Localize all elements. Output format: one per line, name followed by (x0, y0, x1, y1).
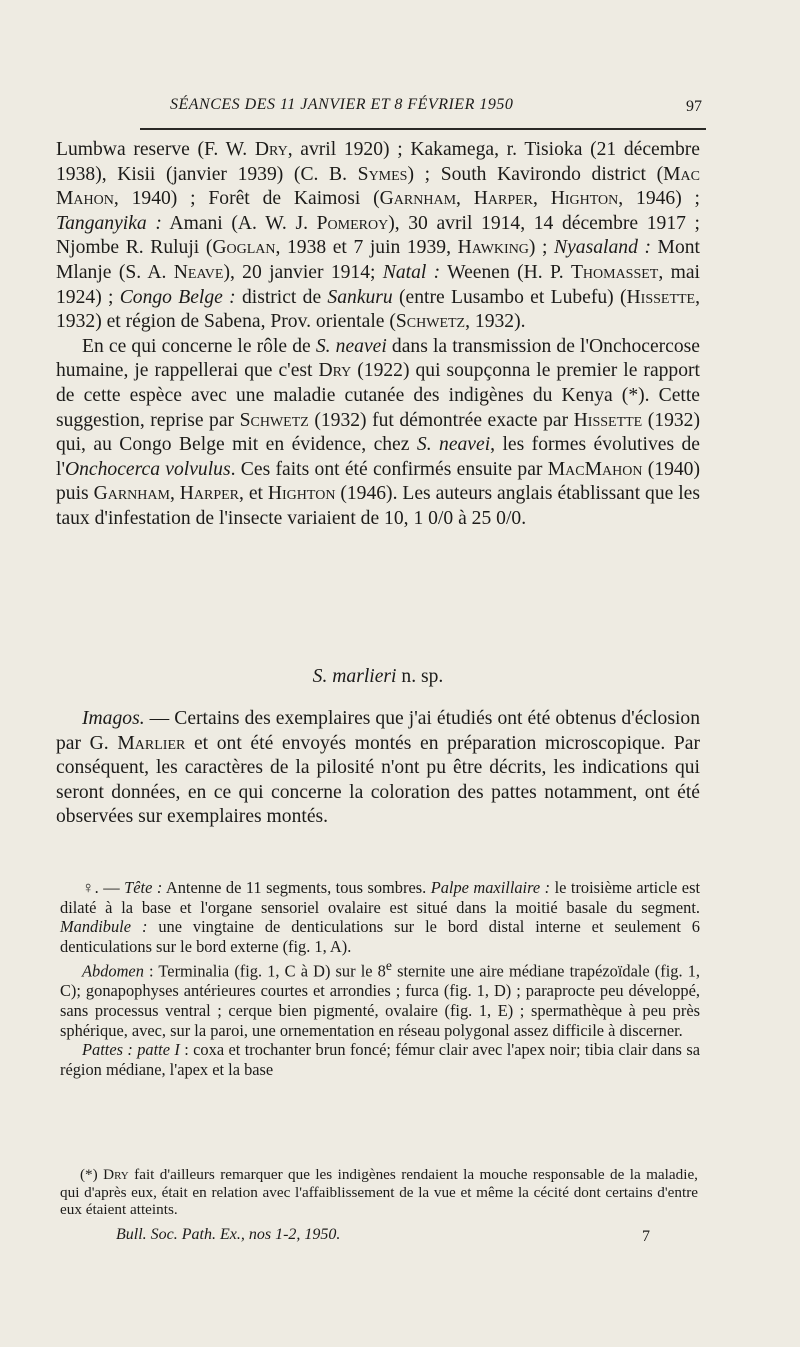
imagos-text (56, 707, 700, 830)
header-rule (140, 128, 706, 130)
paragraph-transmission: En ce qui concerne le rôle de S. neavei dans la transmission de l'Onchocercose humaine, je rappellerai que c'est Dry (1922) qui soupçonna le premier le rapport de cette espèce avec une maladie cutanée des indigènes du Kenya (*). Cette suggestion, reprise par Schwetz (1932) fut démontrée exacte par Hissette (1932) qui, au Congo Belge mit en évidence, chez S. neavei, les formes évolutives de l'Onchocerca volvulus. Ces faits ont été confirmés ensuite par MacMahon (1940) puis Garnham, Harper, et Highton (1946). Les auteurs anglais établissant que les taux d'infestation de l'insecte variaient de 10, 1 0/0 à 25 0/0. (56, 335, 701, 529)
paragraph-pattes: Pattes : patte I : coxa et trochanter brun foncé; fémur clair avec l'apex noir; tibia clair dans sa région médiane, l'apex et la base (60, 1040, 700, 1079)
paragraph-abdomen: Abdomen : Terminalia (fig. 1, C à D) sur le 8e sternite une aire médiane trapézoïdale (fig. 1, C); gonapophyses antérieures courtes et arrondies ; furca (fig. 1, D) ; paraprocte peu développé, sans processus ventral ; cerque bien pigmenté, ovalaire (fig. 1, E) ; spermathèque à peu près sphérique, avec, sur la paroi, une ornementation en réseau polygonal assez difficile à discerner. (60, 958, 700, 1040)
paragraph-localities: Lumbwa reserve (F. W. Dry, avril 1920) ; Kakamega, r. Tisioka (21 décembre 1938), Kisii (janvier 1939) (C. B. Symes) ; South Kavirondo district (Mac Mahon, 1940) ; Forêt de Kaimosi (Garnham, Harper, Highton, 1946) ; Tanganyika : Amani (A. W. J. Pomeroy), 30 avril 1914, 14 décembre 1917 ; Njombe R. Ruluji (Goglan, 1938 et 7 juin 1939, Hawking) ; Nyasaland : Mont Mlanje (S. A. Neave), 20 janvier 1914; Natal : Weenen (H. P. Thomasset, mai 1924) ; Congo Belge : district de Sankuru (entre Lusambo et Lubefu) (Hissette, 1932) et région de Sabena, Prov. orientale (Schwetz, 1932). (56, 139, 701, 333)
main-text (56, 138, 700, 532)
paragraph-imagos: Imagos. — Certains des exemplaires que j'ai étudiés ont été obtenus d'éclosion par G. Marlier et ont été envoyés montés en préparation microscopique. Par conséquent, les caractères de la pilosité n'ont pu être décrits, les indications qui seront données, en ce qui concerne la coloration des pattes notamment, ont été observées sur exemplaires montés. (56, 708, 700, 828)
journal-citation: Bull. Soc. Path. Ex., nos 1-2, 1950. (116, 1226, 341, 1243)
running-header (62, 96, 702, 122)
signature-mark: 7 (642, 1228, 650, 1245)
running-title: SÉANCES DES 11 JANVIER ET 8 FÉVRIER 1950 (170, 96, 514, 113)
footnote: (*) Dry fait d'ailleurs remarquer que les indigènes rendaient la mouche responsable de la maladie, qui d'après eux, était en relation avec l'affaiblissement de la vue et même la cécité dont certains d'entre eux étaient atteints. (60, 1166, 698, 1219)
page-footer (116, 1226, 650, 1248)
species-heading: S. marlieri n. sp. (312, 666, 444, 687)
page-number: 97 (686, 98, 702, 115)
paragraph-tete: ♀. — Tête : Antenne de 11 segments, tous sombres. Palpe maxillaire : le troisième article est dilaté à la base et l'organe sensoriel ovalaire est situé dans la moitié basale du segment. Mandibule : une vingtaine de denticulations sur le bord distal interne et seulement 6 denticulations sur le bord externe (fig. 1, A). (60, 878, 700, 956)
description-text (60, 878, 700, 1079)
